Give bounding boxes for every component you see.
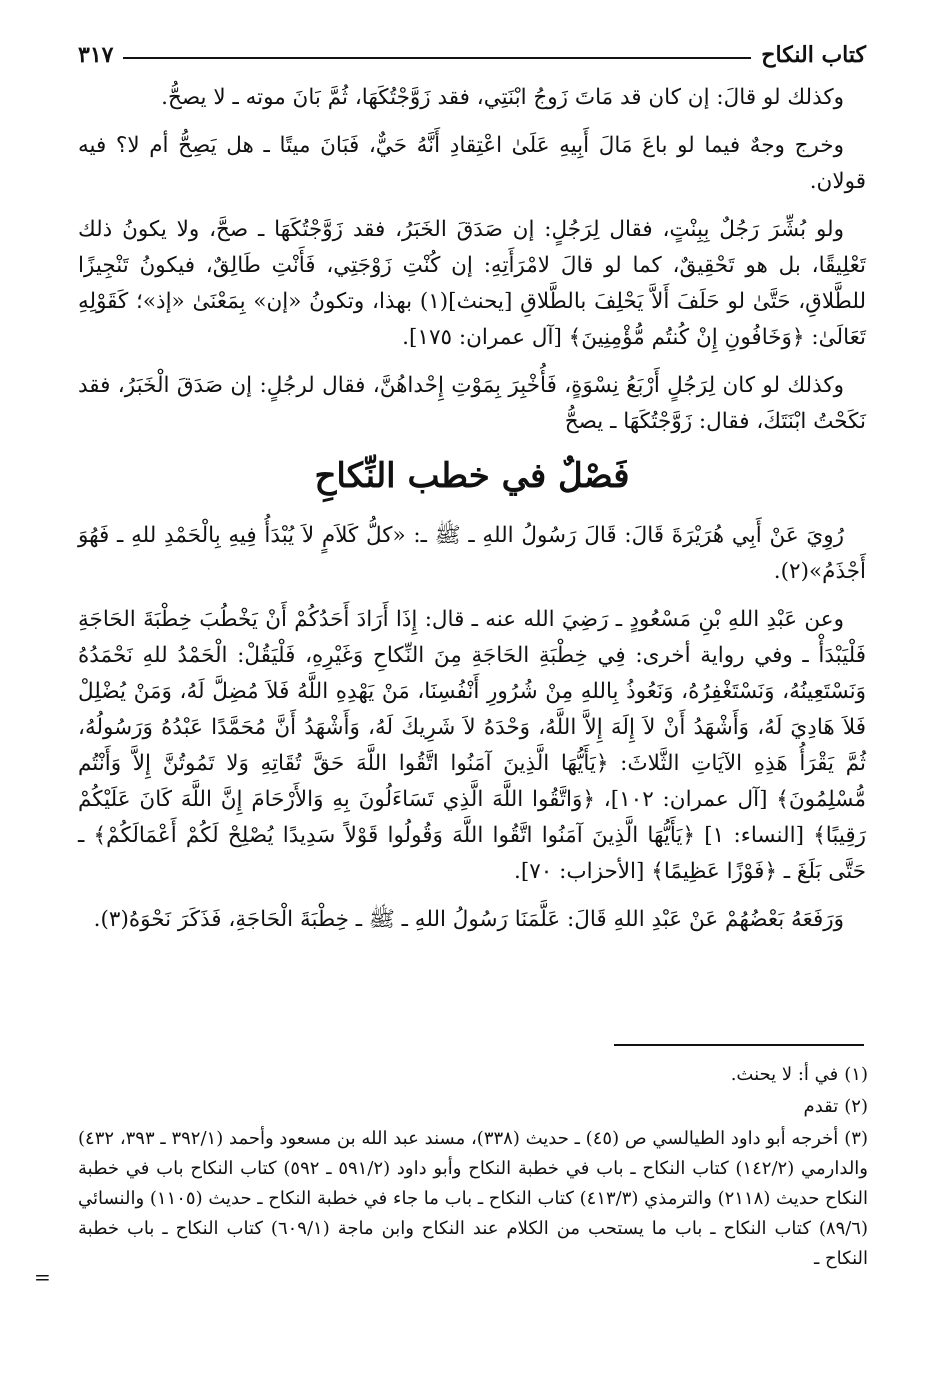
footnote-number: (٢) [844, 1096, 868, 1117]
paragraph: وكذلك لو كان لِرَجُلٍ أَرْبَعُ نِسْوَةٍ، فَأُخْبِرَ بِمَوْتِ إِحْداهُنَّ، فقال لرجُلٍ: إن صَدَقَ الْخَبَرُ، فقد نَكَحْتُ ابْنَتَكَ، فقال: زَوَّجْتُكَهَا ـ يصحُّ [78, 373, 866, 434]
footnote-text: تقدم [803, 1096, 839, 1117]
paragraph: رُوِيَ عَنْ أَبِي هُرَيْرَةَ قَالَ: قَالَ رَسُولُ اللهِ ـ ﷺ ـ: «كلُّ كَلاَمٍ لاَ يُبْدَأُ فِيهِ بِالْحَمْدِ للهِ ـ فَهُوَ أَجْذَمُ»(٢). [78, 523, 866, 584]
page-header [78, 28, 866, 68]
paragraph: وعن عَبْدِ اللهِ بْنِ مَسْعُودٍ ـ رَضِيَ الله عنه ـ قال: إِذَا أَرَادَ أَحَدُكُمْ أَنْ يَخْطُبَ خِطْبَةَ الحَاجَةِ فَلْيَبْدَأْ ـ وفي رواية أخرى: فِي خِطْبَةِ الحَاجَةِ مِنَ النِّكاحِ وَغَيْرِهِ، فَلْيَقُلْ: الْحَمْدُ للهِ نَحْمَدُهُ وَنَسْتَعِينُهُ، وَنَسْتَغْفِرُهُ، وَنَعُوذُ بِاللهِ مِنْ شُرُورِ أَنْفُسِنَا، مَنْ يَهْدِهِ اللَّهُ فَلاَ مُضِلَّ لَهُ، وَمَنْ يُضْلِلْ فَلاَ هَادِيَ لَهُ، وَأَشْهَدُ أَنْ لاَ إِلَهَ إِلاَّ اللَّهُ، وَحْدَهُ لاَ شَرِيكَ لَهُ، وَأَشْهَدُ أَنَّ مُحَمَّدًا عَبْدُهُ وَرَسُولُهُ، ثُمَّ يَقْرَأُ هَذِهِ الآيَاتِ الثَّلاثَ: ﴿يَأَيُّهَا الَّذِينَ آمَنُوا اتَّقُوا اللَّهَ حَقَّ تُقَاتِهِ وَلا تَمُوتُنَّ إِلاَّ وَأَنْتُم مُّسْلِمُونَ﴾ [آل عمران: ١٠٢]، ﴿وَاتَّقُوا اللَّهَ الَّذِي تَسَاءَلُونَ بِهِ وَالأَرْحَامَ إِنَّ اللَّهَ كَانَ عَلَيْكُمْ رَقِيبًا﴾ [النساء: ١] ﴿يَأَيُّهَا الَّذِينَ آمَنُوا اتَّقُوا اللَّهَ وَقُولُوا قَوْلاً سَدِيدًا يُصْلِحْ لَكُمْ أَعْمَالَكُمْ﴾ ـ حَتَّى بَلَغَ ـ ﴿فَوْزًا عَظِيمًا﴾ [الأحزاب: ٧٠]. [78, 607, 866, 884]
paragraph: وكذلك لو قالَ: إن كان قد مَاتَ زَوجُ ابْنَتِي، فقد زَوَّجْتُكَهَا، ثُمَّ بَانَ موته ـ لا يصحُّ. [161, 85, 844, 110]
section-heading: فَصْلٌ في خطب النِّكاحِ [314, 456, 630, 496]
continuation-mark: = [34, 1265, 51, 1289]
footnote [78, 1060, 868, 1090]
running-title: كتاب النكاح [761, 42, 866, 68]
footnote-number: (٣) [844, 1128, 868, 1149]
paragraph: وخرج وجهٌ فيما لو باعَ مَالَ أَبِيهِ عَلَىٰ اعْتِقادِ أَنَّهُ حَيٌّ، فَبَانَ ميتًا ـ هل يَصِحُّ أم لا؟ فيه قولان. [78, 133, 866, 194]
footnotes [78, 1060, 868, 1276]
page-body [78, 80, 866, 950]
page-number: ٣١٧ [78, 42, 114, 68]
footnote-text: أخرجه أبو داود الطيالسي ص (٤٥) ـ حديث (٣٣٨)، مسند عبد الله بن مسعود وأحمد (٣٩٢/١ ـ ٣٩٣، ٤٣٢) والدارمي (١٤٢/٢) كتاب النكاح ـ باب في خطبة النكاح وأبو داود (٥٩١/٢ ـ ٥٩٢) كتاب النكاح باب في خطبة النكاح حديث (٢١١٨) والترمذي (٤١٣/٣) كتاب النكاح ـ باب ما جاء في خطبة النكاح ـ حديث (١١٠٥) والنسائي (٨٩/٦) كتاب النكاح ـ باب ما يستحب من الكلام عند النكاح وابن ماجة (٦٠٩/١) كتاب النكاح ـ باب خطبة النكاح ـ [77, 1128, 869, 1269]
footnote-text: في أ: لا يحنث. [730, 1064, 839, 1085]
footnote-number: (١) [844, 1064, 868, 1085]
footnote-separator [614, 1044, 864, 1046]
paragraph: وَرَفَعَهُ بَعْضُهُمْ عَنْ عَبْدِ اللهِ قَالَ: عَلَّمَنَا رَسُولُ اللهِ ـ ﷺ ـ خِطْبَةَ الْحَاجَةِ، فَذَكَرَ نَحْوَهُ(٣). [93, 907, 844, 932]
footnote [78, 1124, 868, 1274]
footnote [78, 1092, 868, 1122]
paragraph: ولو بُشِّرَ رَجُلٌ بِبِنْتٍ، فقال لِرَجُلٍ: إن صَدَقَ الخَبَرُ، فقد زَوَّجْتُكَهَا ـ صحَّ، ولا يكونُ ذلك تَعْلِيقًا، بل هو تَحْقِيقٌ، كما لو قالَ لامْرَأَتِهِ: إن كُنْتِ زَوْجَتِي، فَأَنْتِ طَالِقٌ، فيكونُ تَنْجِيزًا للطَّلاقِ، حَتَّىٰ لو حَلَفَ أَلاَّ يَحْلِفَ بالطَّلاقِ [يحنث](١) بهذا، وتكونُ «إن» بِمَعْنَىٰ «إذ»؛ كَقَوْلِهِ تَعَالَىٰ: ﴿وَخَافُونِ إِنْ كُنتُم مُّؤْمِنِينَ﴾ [آل عمران: ١٧٥]. [78, 217, 866, 350]
header-rule [123, 57, 751, 59]
